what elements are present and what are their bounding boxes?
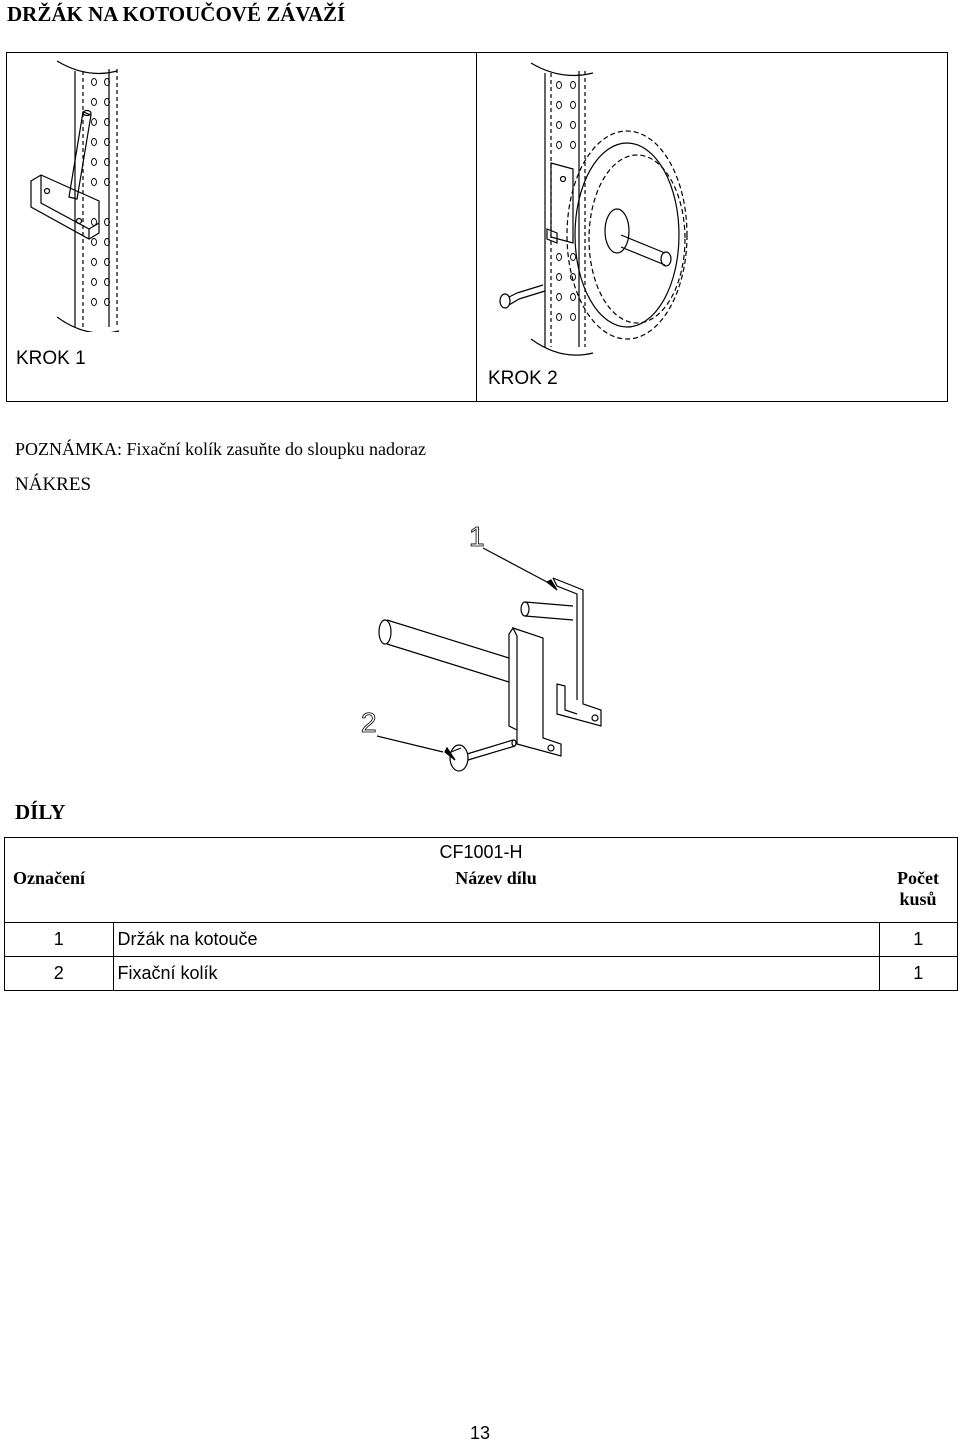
- parts-header-row: [5, 866, 958, 923]
- col-qty-header: Počet kusů: [879, 866, 958, 923]
- table-row: [5, 923, 958, 957]
- table-row: [5, 957, 958, 991]
- assembly-note: POZNÁMKA: Fixační kolík zasuňte do sloupku nadoraz: [15, 439, 426, 459]
- step-2-illustration: [487, 57, 717, 357]
- page-number: 13: [469, 1423, 491, 1443]
- exploded-drawing: [355, 512, 615, 782]
- step-2-label: KROK 2: [488, 368, 558, 389]
- part-mark: 1: [5, 923, 114, 957]
- part-name: Držák na kotouče: [113, 923, 879, 957]
- callout-1: 1: [469, 521, 485, 552]
- page-title: DRŽÁK NA KOTOUČOVÉ ZÁVAŽÍ: [7, 2, 346, 26]
- part-name: Fixační kolík: [113, 957, 879, 991]
- parts-table: [4, 837, 958, 991]
- step-1-illustration: [17, 57, 147, 332]
- parts-model: CF1001-H: [5, 838, 958, 867]
- part-qty: 1: [879, 957, 958, 991]
- part-qty: 1: [879, 923, 958, 957]
- drawing-heading: NÁKRES: [15, 474, 92, 495]
- assembly-steps-frame: [6, 52, 948, 402]
- col-name-header: Název dílu: [113, 866, 879, 923]
- part-mark: 2: [5, 957, 114, 991]
- col-mark-header: Označení: [5, 866, 114, 923]
- parts-heading: DÍLY: [15, 800, 66, 824]
- callout-2: 2: [361, 707, 377, 738]
- steps-divider: [476, 53, 477, 401]
- step-1-label: KROK 1: [16, 348, 86, 369]
